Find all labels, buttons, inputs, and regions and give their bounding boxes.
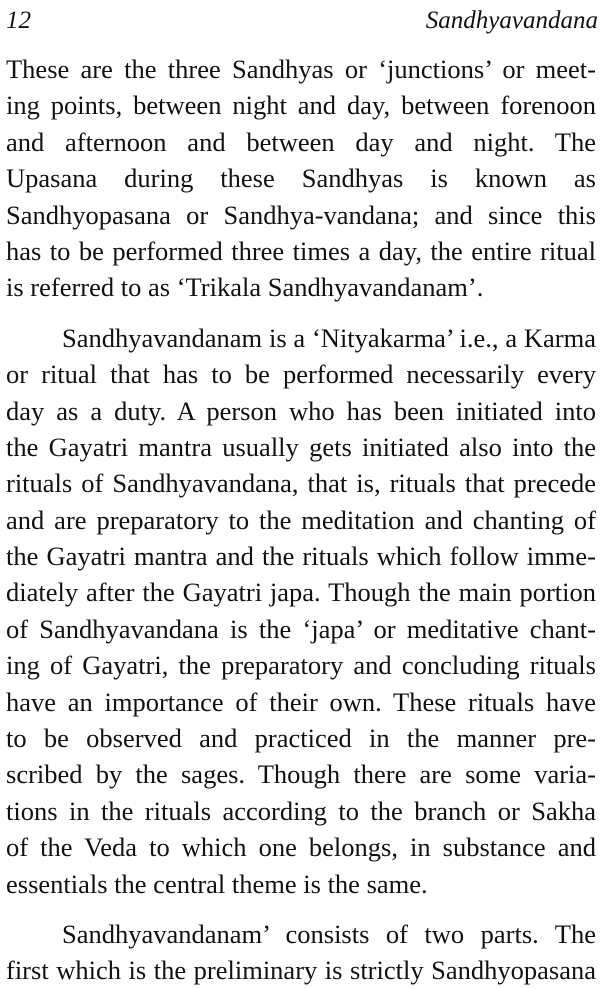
text-line: have an importance of their own. These rituals have [6,686,596,717]
paragraph-3 [6,916,596,989]
text-line: the Gayatri mantra and the rituals which follow imme- [6,541,596,572]
text-line: has to be performed three times a day, the entire ritual [6,235,596,266]
text-line: the Gayatri mantra usually gets initiated also into the [6,431,596,462]
text-line: Upasana during these Sandhyas is known as [6,163,596,194]
text-line: These are the three Sandhyas or ‘junctions’ or meet- [6,54,596,84]
text-line: Sandhyavandanam is a ‘Nityakarma’ i.e., a Karma [62,322,596,353]
text-line: tions in the rituals according to the branch or Sakha [6,795,596,826]
text-line: to be observed and practiced in the manner pre- [6,723,596,754]
text-line: is referred to as ‘Trikala Sandhyavandanam’. [6,272,484,303]
running-title: Sandhyavandana [425,7,598,34]
text-line: Sandhyavandanam’ consists of two parts. The [62,918,596,949]
text-line: day as a duty. A person who has been initiated into [6,395,596,426]
text-line: ing points, between night and day, between forenoon [6,90,596,121]
paragraph-gap [6,902,596,916]
paragraph-1 [6,51,596,306]
paragraph-2 [6,320,596,902]
text-line: or ritual that has to be performed necessarily every [6,359,596,390]
text-line: scribed by the sages. Though there are some varia- [6,759,596,790]
page-number: 12 [6,7,31,34]
text-line: ing of Gayatri, the preparatory and concluding rituals [6,650,596,681]
text-line: and are preparatory to the meditation and chanting of [6,504,596,535]
text-line: first which is the preliminary is strictly Sandhyopasana [6,955,596,986]
text-line: Sandhyopasana or Sandhya-vandana; and since this [6,199,596,230]
text-line: of Sandhyavandana is the ‘japa’ or meditative chant- [6,613,596,644]
text-line: of the Veda to which one belongs, in substance and [6,832,596,863]
body-text [6,51,596,989]
text-line: diately after the Gayatri japa. Though the main portion [6,577,596,608]
paragraph-gap [6,306,596,320]
text-line: and afternoon and between day and night. The [6,126,596,157]
text-line: essentials the central theme is the same. [6,868,428,899]
text-line: rituals of Sandhyavandana, that is, rituals that precede [6,468,596,499]
